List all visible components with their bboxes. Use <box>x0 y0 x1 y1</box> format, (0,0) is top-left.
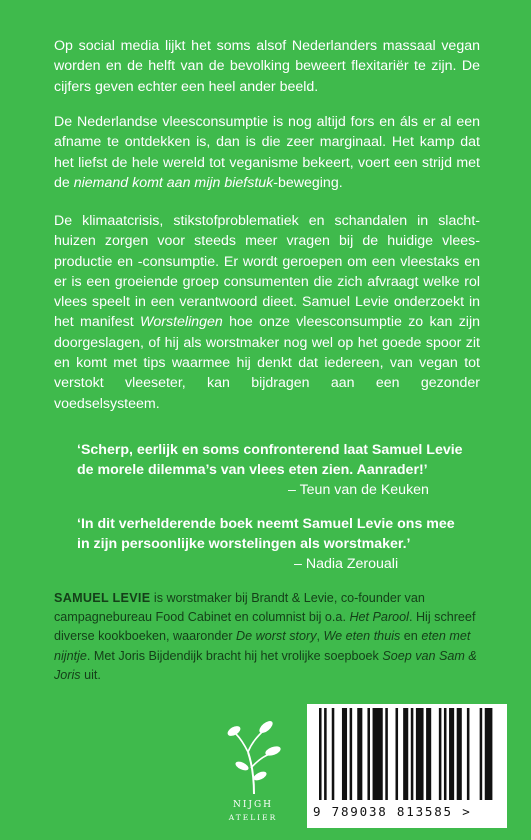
barcode-bar <box>485 708 493 800</box>
quote-1-line-1: ‘Scherp, eerlijk en soms confronterend laat Samuel Levie <box>77 442 463 458</box>
blurb-paragraph-3 <box>54 211 480 414</box>
blurb-p2-text: De Nederlandse vleesconsumptie is nog altijd fors en áls er al een afname te ontdekken is, dan is die zeer marginaal. Het kamp dat het liefst de hele wereld tot veganisme bekeert, voert een strijd met de <box>54 114 480 191</box>
barcode-bar <box>457 708 462 800</box>
bio-italic: Het Parool <box>349 610 409 625</box>
barcode <box>313 708 501 802</box>
isbn-number: 9 789038 813585 > <box>313 804 472 819</box>
blurb-paragraph-1: Op social media lijkt het soms alsof Nederlanders massaal vegan worden en de helft van de bevolking beweert flexitariër te zijn. De cijfers geven echter een heel ander beeld. <box>54 38 480 95</box>
quote-1-attribution: – Teun van de Keuken <box>288 482 429 498</box>
author-name: SAMUEL LEVIE <box>54 591 151 605</box>
bio-text: . Hij schreef diverse kookboeken, waaronder <box>54 610 476 644</box>
bio-italic: De worst story <box>236 629 317 644</box>
barcode-bar <box>439 708 442 800</box>
barcode-bar <box>403 708 408 800</box>
barcode-bar <box>350 708 353 800</box>
publisher-logo <box>218 716 288 826</box>
barcode-bar <box>416 708 424 800</box>
barcode-bar <box>480 708 483 800</box>
barcode-bar <box>357 708 362 800</box>
blurb-p3-text: De klimaatcrisis, stikstofproblematiek en schandalen in slachthuizen zorgen voor steeds meer vragen bij de huidige vleesproductie en -consumptie. Er wordt geroepen om een vleestaks en er is een groeiende groep consumenten die zich afvraagt welke rol vlees speelt in een verantwoord dieet. Samuel Levie onderzoekt in het manifest <box>54 213 480 331</box>
bio-italic: Soep van Sam & Joris <box>54 648 477 682</box>
blurb-paragraph-2 <box>54 112 480 193</box>
bio-text: is worstmaker bij Brandt & Levie, co-founder van campagnebureau Food Cabinet en columnist bij o.a. <box>54 591 425 625</box>
barcode-bar <box>396 708 399 800</box>
publisher-subname: ATELIER <box>228 813 278 822</box>
quote-2-attribution: – Nadia Zerouali <box>294 556 399 572</box>
bio-text: . Met Joris Bijdendijk bracht hij het vrolijke soepboek <box>86 648 383 663</box>
author-bio <box>54 589 494 685</box>
quote-2-line-2: in zijn persoonlijke worstelingen als worstmaker.’ <box>77 536 411 552</box>
barcode-bar <box>449 708 454 800</box>
barcode-bar <box>342 708 347 800</box>
quote-2-line-1: ‘In dit verhelderende boek neemt Samuel Levie ons mee <box>77 516 455 532</box>
barcode-bar <box>324 708 327 800</box>
blurb-p2-text-end: -beweging. <box>273 174 343 191</box>
barcode-bar <box>385 708 388 800</box>
barcode-bar <box>332 708 335 800</box>
bio-italic: eten met nijntje <box>54 629 471 663</box>
blurb-p3-italic: Worstelingen <box>140 314 223 331</box>
publisher-name: NIJGH <box>232 800 274 810</box>
bio-italic: We eten thuis <box>323 629 401 644</box>
bio-text: , <box>316 629 324 644</box>
bio-text: en <box>400 629 422 644</box>
bio-text: uit. <box>80 667 101 682</box>
barcode-bar <box>373 708 383 800</box>
barcode-bar <box>467 708 470 800</box>
barcode-bar <box>319 708 322 800</box>
blurb-p3-text-end: hoe onze vleesconsumptie zo kan zijn doorgeslagen, of hij als worstmaker nog wel op het goede spoor zit en komt met tips waarmee hij denkt dat iedereen, van vegan tot verstokt vleeseter, kan bijdragen aan een gezonder voedselsysteem. <box>54 314 481 412</box>
review-quote-1 <box>77 440 477 480</box>
quote-1-line-2: de morele dilemma’s van vlees eten zien. Aanrader!’ <box>77 462 428 478</box>
barcode-bar <box>367 708 370 800</box>
barcode-bar <box>444 708 447 800</box>
barcode-bar <box>411 708 414 800</box>
review-quote-2 <box>77 514 477 554</box>
barcode-box <box>307 704 507 828</box>
blurb-p2-italic: niemand komt aan mijn biefstuk <box>73 174 274 191</box>
plant-sprout-icon <box>218 716 288 796</box>
barcode-bar <box>426 708 431 800</box>
